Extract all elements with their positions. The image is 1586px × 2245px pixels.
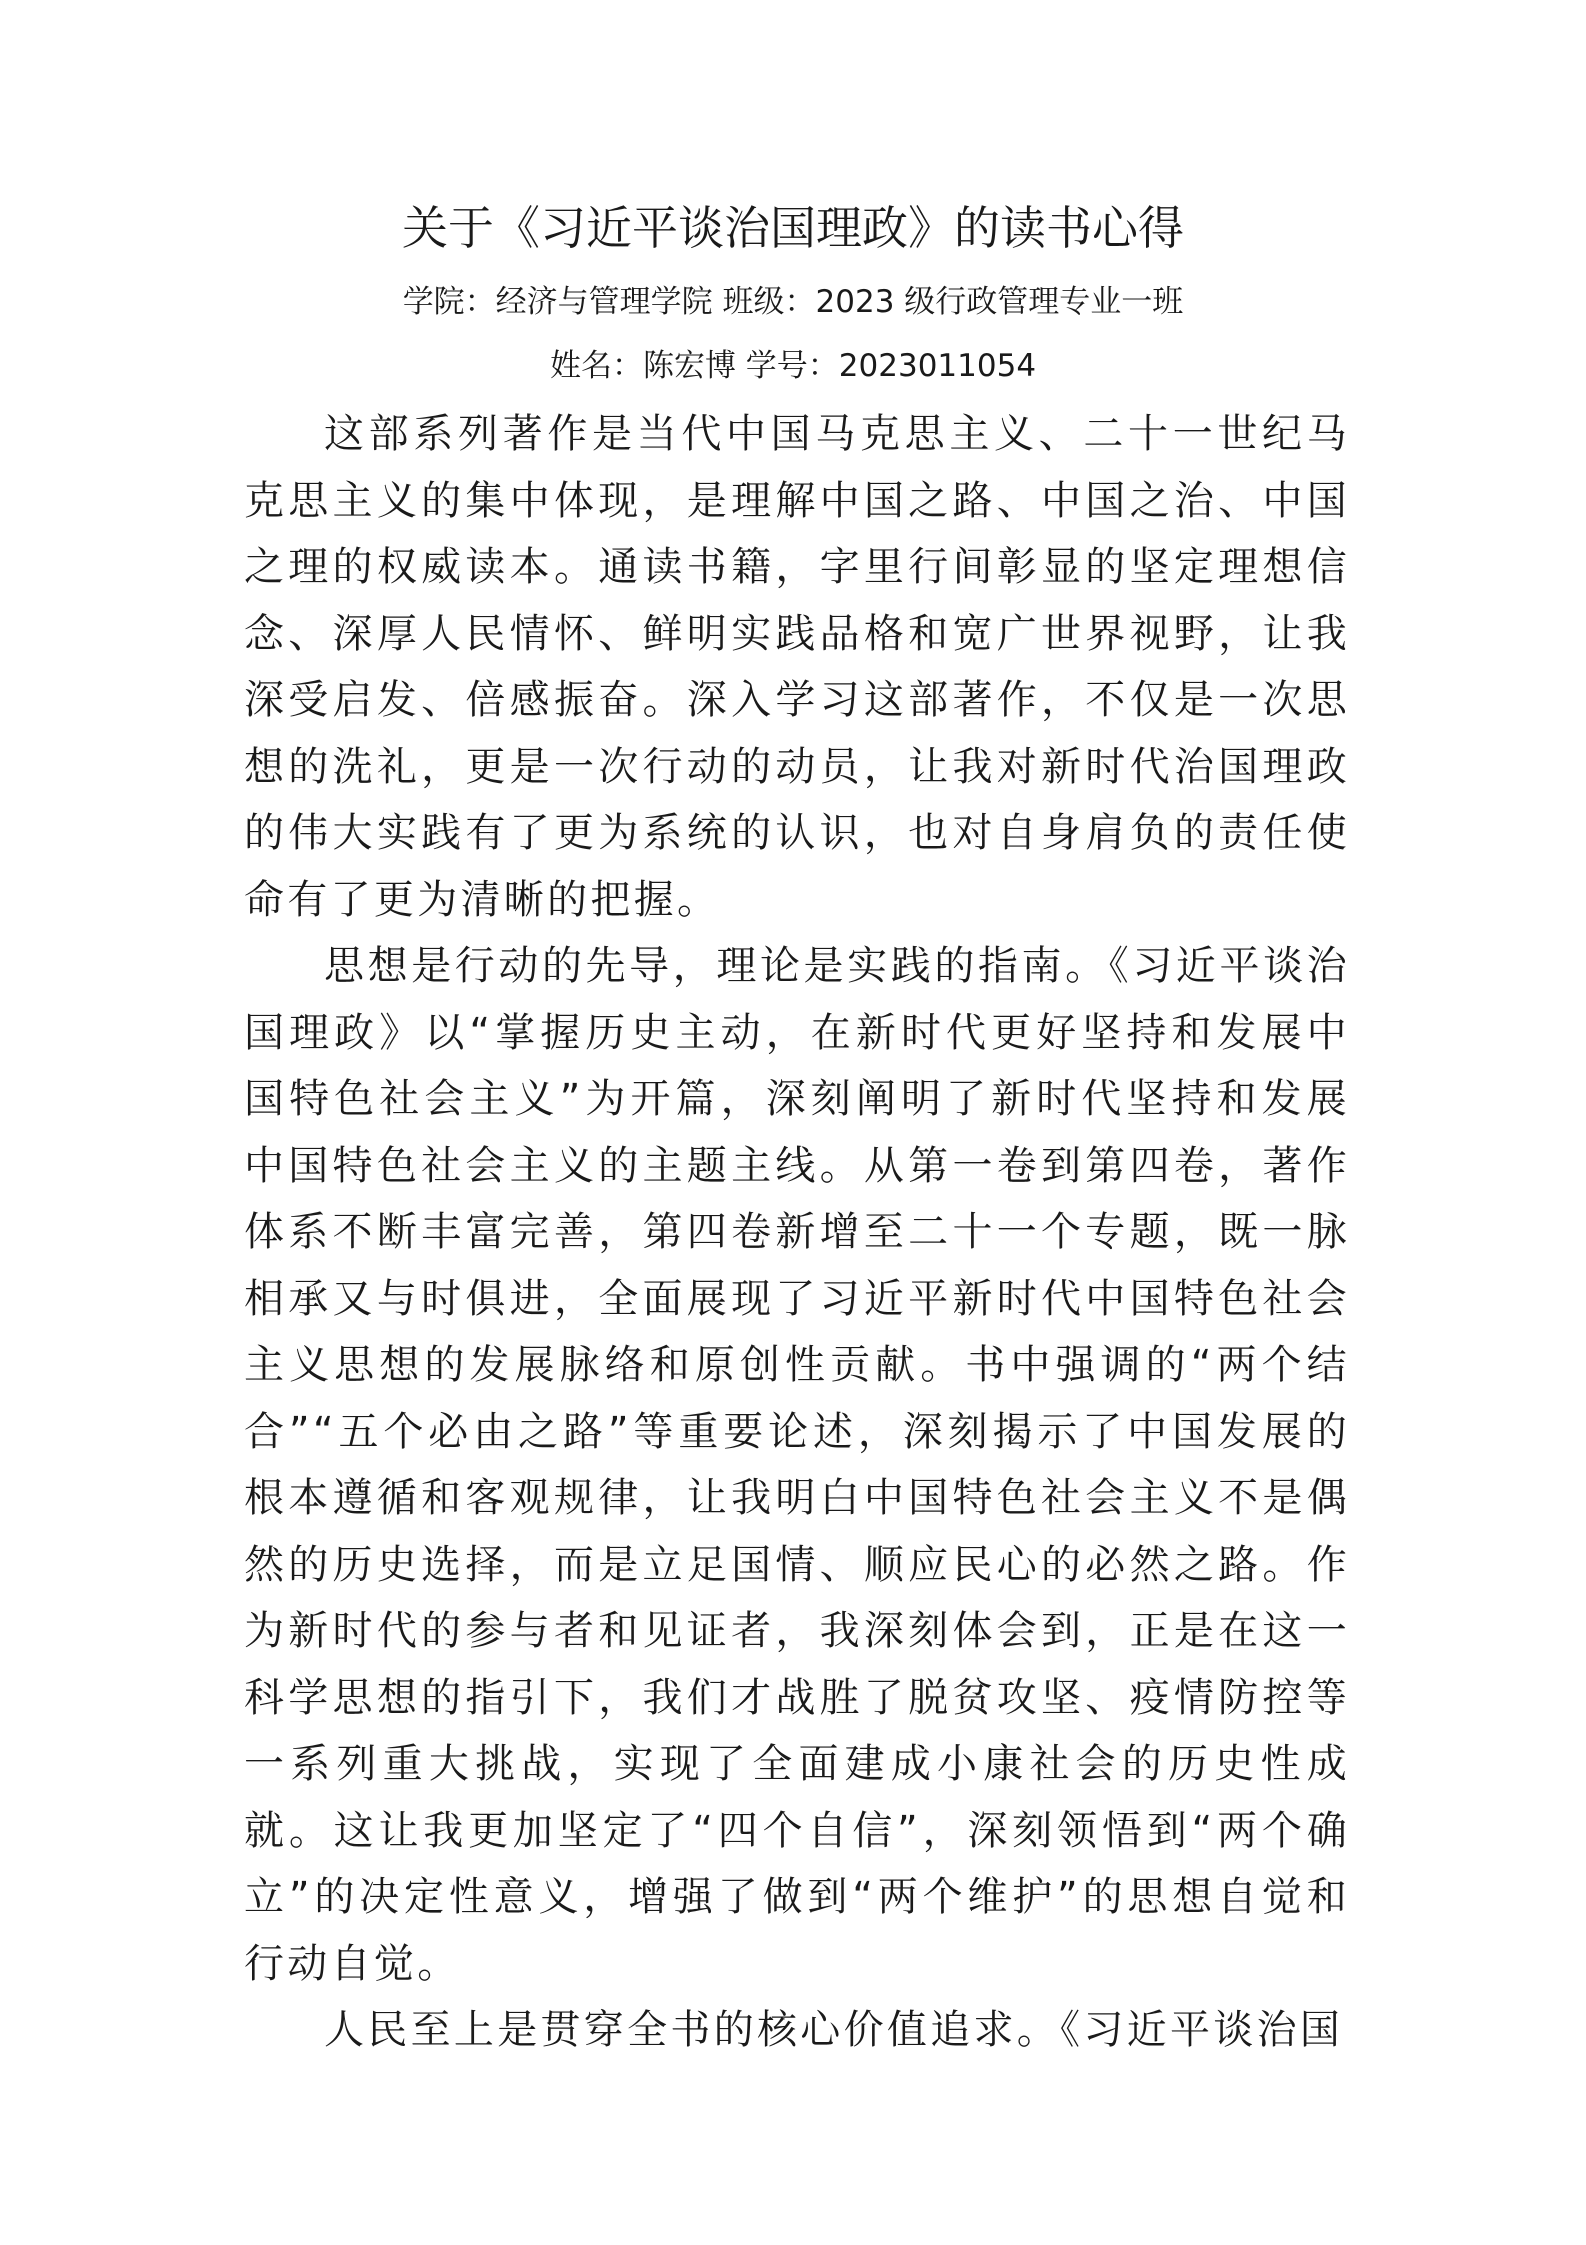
body-paragraph: 人民至上是贯穿全书的核心价值追求。《习近平谈治国 <box>324 2007 1344 2053</box>
body-paragraph: 这部系列著作是当代中国马克思主义、二十一世纪马克思主义的集中体现，是理解中国之路、中国之治、中国之理的权威读本。通读书籍，字里行间彰显的坚定理想信念、深厚人民情怀、鲜明实践品格和宽广世界视野，让我深受启发、倍感振奋。深入学习这部著作，不仅是一次思想的洗礼，更是一次行动的动员，让我对新时代治国理政的伟大实践有了更为系统的认识，也对自身肩负的责任使命有了更为清晰的把握。 <box>244 411 1350 923</box>
body-paragraph: 思想是行动的先导，理论是实践的指南。《习近平谈治国理政》以“掌握历史主动，在新时代更好坚持和发展中国特色社会主义”为开篇，深刻阐明了新时代坚持和发展中国特色社会主义的主题主线。从第一卷到第四卷，著作体系不断丰富完善，第四卷新增至二十一个专题，既一脉相承又与时俱进，全面展现了习近平新时代中国特色社会主义思想的发展脉络和原创性贡献。书中强调的“两个结合”“五个必由之路”等重要论述，深刻揭示了中国发展的根本遵循和客观规律，让我明白中国特色社会主义不是偶然的历史选择，而是立足国情、顺应民心的必然之路。作为新时代的参与者和见证者，我深刻体会到，正是在这一科学思想的指引下，我们才战胜了脱贫攻坚、疫情防控等一系列重大挑战，实现了全面建成小康社会的历史性成就。这让我更加坚定了“四个自信”，深刻领悟到“两个确立”的决定性意义，增强了做到“两个维护”的思想自觉和行动自觉。 <box>244 943 1350 1987</box>
author-name-id: 姓名：陈宏博 学号：2023011054 <box>549 348 1037 384</box>
document-body <box>244 401 1350 2064</box>
author-college-class: 学院：经济与管理学院 班级：2023 级行政管理专业一班 <box>402 284 1184 320</box>
document-title: 关于《习近平谈治国理政》的读书心得 <box>402 201 1184 255</box>
